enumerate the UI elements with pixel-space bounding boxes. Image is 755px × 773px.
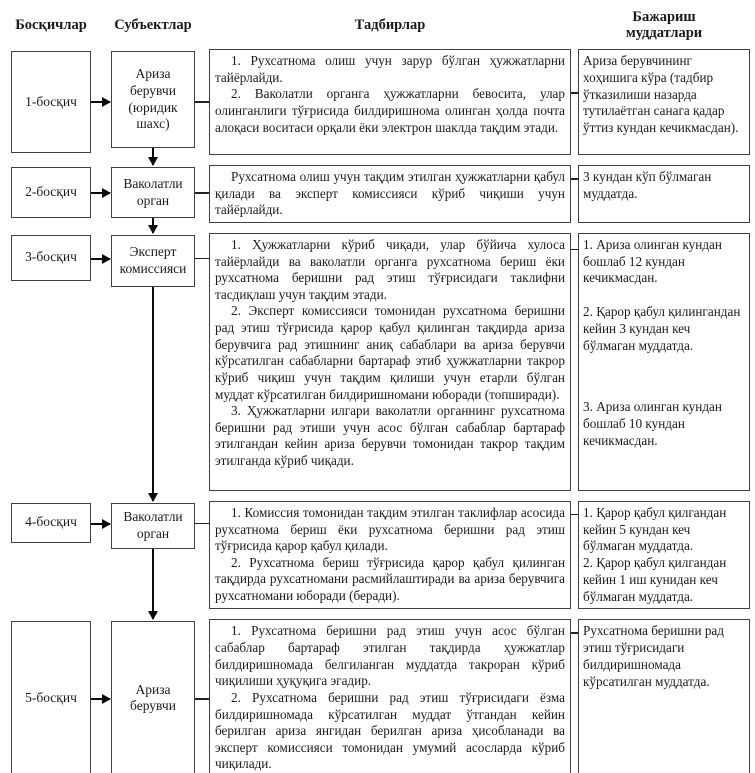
- right-arrow-icon: [91, 258, 110, 260]
- right-arrow-icon: [91, 698, 110, 700]
- stage-cell: [11, 233, 91, 491]
- stage-cell: [11, 619, 91, 773]
- right-arrow-icon: [91, 101, 110, 103]
- deadline-item: 1. Ариза олинган кундан бошлаб 12 кундан кечикмасдан.: [583, 236, 722, 286]
- activity-item: Рухсатнома олиш учун тақдим этилган ҳужжатларни қабул қилади ва эксперт комиссияси кўриб чиқиши учун тайёрлайди.: [215, 169, 565, 218]
- subject-cell: [111, 49, 195, 155]
- activity-item: 1. Ҳужжатларни кўриб чиқади, улар бўйича хулоса тайёрлайди ва ваколатли органга рухсатнома бериш ёки рухсатнома беришни рад этиш тўғрисидаги таклифни тасдиқлаш учун тақдим этади.: [215, 236, 565, 302]
- activities-box: [209, 501, 571, 610]
- subject-box: Ваколатли орган: [111, 167, 195, 218]
- activities-box: [209, 233, 571, 491]
- right-arrow-icon: [91, 192, 110, 194]
- activity-item: 1. Рухсатнома олиш учун зарур бўлган ҳужжатларни тайёрлайди.: [215, 53, 565, 85]
- down-arrow-icon: [111, 148, 195, 155]
- stage-row-3: [11, 233, 750, 491]
- connector-line: [195, 49, 209, 155]
- subject-box: Эксперт комиссияси: [111, 235, 195, 287]
- right-arrow-cell: [91, 233, 111, 491]
- stage-cell: [11, 501, 91, 610]
- deadlines-box: [578, 619, 750, 773]
- down-arrow-icon: [111, 287, 195, 491]
- deadline-item: 1. Қарор қабул қилгандан кейин 5 кундан кеч бўлмаган муддатда.: [583, 504, 727, 554]
- subject-cell: [111, 233, 195, 491]
- subject-box: Ваколатли орган: [111, 503, 195, 549]
- connector-line: [571, 165, 578, 223]
- stage-cell: [11, 49, 91, 155]
- column-header-deadlines: Бажариш муддатлари: [625, 8, 703, 41]
- column-headers: [11, 8, 750, 42]
- deadline-item: 2. Қарор қабул қилингандан кейин 3 кундан кеч бўлмаган муддатда.: [583, 304, 741, 353]
- down-arrow-icon: [111, 549, 195, 610]
- connector-line: [195, 233, 209, 491]
- stage-row-2: [11, 165, 750, 223]
- right-arrow-cell: [91, 165, 111, 223]
- connector-line: [571, 49, 578, 155]
- column-header-activities: Тадбирлар: [354, 16, 426, 33]
- stage-row-5: [11, 619, 750, 773]
- stage-box: 5-босқич: [11, 621, 91, 773]
- connector-line: [195, 501, 209, 610]
- column-header-stages: Босқичлар: [15, 16, 87, 33]
- deadlines-box: [578, 165, 750, 223]
- stage-box: 2-босқич: [11, 167, 91, 218]
- right-arrow-cell: [91, 619, 111, 773]
- deadlines-box: [578, 501, 750, 610]
- right-arrow-cell: [91, 501, 111, 610]
- deadline-item: Ариза берувчининг хоҳишига кўра (тадбир ўтказилиши назарда тутилаётган санага қадар ўттиз кундан кечикмасдан).: [583, 53, 739, 136]
- deadline-item: 2. Қарор қабул қилгандан кейин 1 иш кунидан кеч бўлмаган муддатда.: [583, 555, 727, 604]
- deadline-item: 3. Ариза олинган кундан бошлаб 10 кундан кечикмасдан.: [583, 399, 722, 448]
- subject-cell: [111, 165, 195, 223]
- stage-box: 1-босқич: [11, 51, 91, 153]
- stage-cell: [11, 165, 91, 223]
- deadlines-box: [578, 49, 750, 155]
- subject-cell: [111, 501, 195, 610]
- right-arrow-icon: [91, 523, 110, 525]
- stage-row-1: [11, 49, 750, 155]
- activities-box: [209, 619, 571, 773]
- column-header-subjects: Субъектлар: [114, 16, 192, 33]
- activity-item: 2. Рухсатнома бериш тўғрисида қарор қабул қилинган тақдирда рухсатномани расмийлаштиради ва ариза берувчига рухсатномани юборади (беради).: [215, 554, 565, 603]
- activity-item: 2. Рухсатнома беришни рад этиш тўғрисидаги ёзма билдиришномада кўрсатилган муддат ўтгандан кейин берилган ариза янгидан берилган ариза ҳисобланади ва эксперт комиссияси томонидан умумий асосларда кўриб чиқилади.: [215, 689, 565, 772]
- stage-row-4: [11, 501, 750, 610]
- subject-box: Ариза берувчи: [111, 621, 195, 773]
- deadlines-box: [578, 233, 750, 491]
- stage-box: 4-босқич: [11, 503, 91, 543]
- deadline-item: 3 кундан кўп бўлмаган муддатда.: [583, 169, 712, 201]
- connector-line: [195, 165, 209, 223]
- activity-item: 3. Ҳужжатларни илгари ваколатли органнинг рухсатнома беришни рад этиши учун асос бўлган сабаблар бартараф этилгандан кейин ариза берувчи томонидан такрор тақдим этилганда кўриб чиқади.: [215, 403, 565, 468]
- connector-line: [571, 233, 578, 491]
- connector-line: [195, 619, 209, 773]
- activities-box: [209, 49, 571, 155]
- subject-box: Ариза берувчи (юридик шахс): [111, 51, 195, 148]
- activity-item: 2. Эксперт комиссияси томонидан рухсатнома беришни рад этиш тўғрисида қарор қабул қилинган тақдирда ариза берувчига рад этишнинг аниқ сабаблари ва ариза берувчи кўрсатилган сабабларни бартараф этиб ҳужжатларни такрор кўриб чиқиш учун тақдим қилиши учун етарли бўлган муддат кўрсатилган билдиришномани юборади (топширади).: [215, 303, 565, 402]
- connector-line: [571, 619, 578, 773]
- activities-box: [209, 165, 571, 223]
- connector-line: [571, 501, 578, 610]
- deadline-item: Рухсатнома беришни рад этиш тўғрисидаги билдиришномада кўрсатилган муддатда.: [583, 623, 724, 689]
- activity-item: 1. Рухсатнома беришни рад этиш учун асос бўлган сабаблар бартараф этилган тақдирда ҳужжатлар билдиришномада белгиланган муддатда такроран кўриб чиқилиши ҳуқуқига эгадир.: [215, 623, 565, 689]
- activity-item: 2. Ваколатли органга ҳужжатларни бевосита, улар олинганлиги тўғрисида билдиришнома олинган ҳолда почта алоқаси воситаси орқали ёки электрон шаклда тақдим этади.: [215, 86, 565, 135]
- down-arrow-icon: [111, 218, 195, 223]
- stage-box: 3-босқич: [11, 235, 91, 281]
- subject-cell: [111, 619, 195, 773]
- right-arrow-cell: [91, 49, 111, 155]
- activity-item: 1. Комиссия томонидан тақдим этилган таклифлар асосида рухсатнома бериш ёки рухсатнома беришни рад этиш тўғрисида қарор қабул қилади.: [215, 504, 565, 554]
